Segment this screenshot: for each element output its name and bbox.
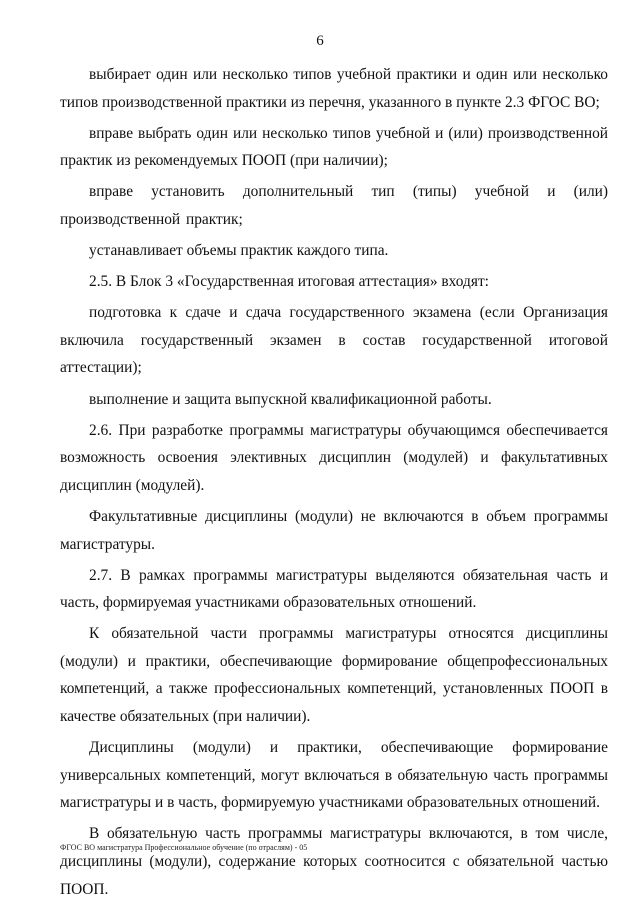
paragraph: вправе установить дополнительный тип (типы) учебной и (или) производственной практик; <box>60 183 608 228</box>
section-heading-paragraph: 2.6. При разработке программы магистратуры обучающимся обеспечивается возможность освоения элективных дисциплин (модулей) и факультативных дисциплин (модулей). <box>60 421 608 494</box>
paragraph: выполнение и защита выпускной квалификационной работы. <box>89 390 492 408</box>
section-heading-paragraph: 2.5. В Блок 3 «Государственная итоговая аттестация» входят: <box>89 273 489 291</box>
paragraph: выбирает один или несколько типов учебной практики и один или несколько типов производственной практики из перечня, указанного в пункте 2.3 ФГОС ВО; <box>60 66 608 111</box>
paragraph: В обязательную часть программы магистратуры включаются, в том числе, дисциплины (модули), содержание которых соотносится с обязательной частью ПООП. <box>60 825 608 898</box>
paragraph: подготовка к сдаче и сдача государственного экзамена (если Организация включила государственный экзамен в состав государственной итоговой аттестации); <box>60 304 608 377</box>
page-number: 6 <box>316 33 324 49</box>
body-text <box>60 61 608 903</box>
paragraph: вправе выбрать один или несколько типов учебной и (или) производственной практик из рекомендуемых ПООП (при наличии); <box>60 124 608 170</box>
paragraph: Дисциплины (модули) и практики, обеспечивающие формирование универсальных компетенций, могут включаться в обязательную часть программы магистратуры и в часть, формируемую участниками образовательных отношений. <box>60 739 608 812</box>
paragraph: устанавливает объемы практик каждого типа. <box>89 242 389 260</box>
document-footer: ФГОС ВО магистратура Профессиональное обучение (по отраслям) - 05 <box>60 843 308 852</box>
section-heading-paragraph: 2.7. В рамках программы магистратуры выделяются обязательная часть и часть, формируемая участниками образовательных отношений. <box>60 566 608 612</box>
paragraph: Факультативные дисциплины (модули) не включаются в объем программы магистратуры. <box>60 507 608 553</box>
paragraph: К обязательной части программы магистратуры относятся дисциплины (модули) и практики, обеспечивающие формирование общепрофессиональных компетенций, а также профессиональных компетенций, установленных ПООП в качестве обязательных (при наличии). <box>60 625 608 726</box>
